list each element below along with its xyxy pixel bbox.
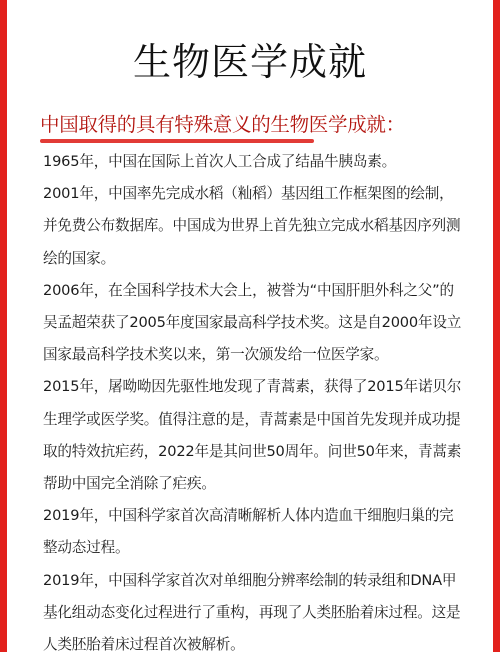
achievement-paragraph-1965: 1965年，中国在国际上首次人工合成了结晶牛胰岛素。 bbox=[43, 153, 397, 170]
achievement-paragraph-2015: 2015年，屠呦呦因先驱性地发现了青蒿素，获得了2015年诺贝尔生理学或医学奖。值得注意的是，青蒿素是中国首先发现并成功提取的特效抗疟药，2022年是其问世50周年。问世50年来，青蒿素帮助中国完全消除了疟疾。 bbox=[43, 378, 462, 493]
section-heading-text: 中国取得的具有特殊意义的生物医学成就： bbox=[40, 113, 405, 136]
achievement-paragraph-2019-b: 2019年，中国科学家首次对单细胞分辨率绘制的转录组和DNA甲基化组动态变化过程进行了重构，再现了人类胚胎着床过程。这是人类胚胎着床过程首次被解析。 bbox=[43, 571, 461, 654]
achievement-paragraph-2019-a: 2019年，中国科学家首次高清晰解析人体内造血干细胞归巢的完整动态过程。 bbox=[43, 507, 454, 557]
achievements-list bbox=[43, 146, 467, 661]
section-heading bbox=[40, 112, 405, 143]
heading-underline bbox=[40, 139, 314, 143]
achievement-paragraph-2006: 2006年，在全国科学技术大会上，被誉为“中国肝胆外科之父”的吴孟超荣获了2005年度国家最高科学技术奖。这是自2000年设立国家最高科学技术奖以来，第一次颁发给一位医学家。 bbox=[43, 281, 462, 364]
page-title: 生物医学成就 bbox=[132, 40, 367, 84]
achievement-paragraph-2001: 2001年，中国率先完成水稻（籼稻）基因组工作框架图的绘制，并免费公布数据库。中国成为世界上首先独立完成水稻基因序列测绘的国家。 bbox=[43, 185, 461, 267]
